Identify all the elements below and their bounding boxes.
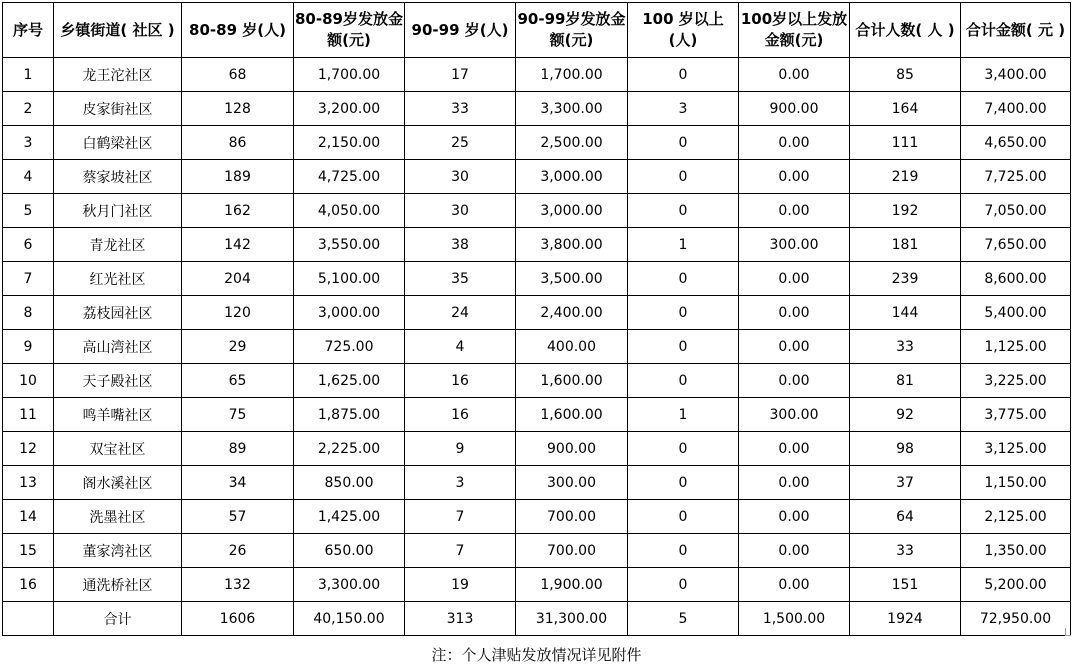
- total-cell-total-amount: 72,950.00: [961, 602, 1071, 636]
- cell-total-amount: 7,650.00: [961, 228, 1071, 262]
- table-row: [3, 364, 1071, 398]
- header-80-89-count: 80-89 岁(人): [182, 3, 294, 58]
- header-row: [3, 3, 1071, 58]
- cell-index: 7: [3, 262, 54, 296]
- cell-100-plus-amount: 0.00: [739, 126, 850, 160]
- header-community: 乡镇街道( 社区 ): [54, 3, 182, 58]
- cell-100-plus-count: 0: [628, 568, 739, 602]
- cell-100-plus-count: 0: [628, 500, 739, 534]
- cell-90-99-amount: 1,600.00: [516, 398, 628, 432]
- cell-community: 蔡家坡社区: [54, 160, 182, 194]
- cell-total-amount: 1,125.00: [961, 330, 1071, 364]
- cell-80-89-amount: 850.00: [294, 466, 405, 500]
- cell-80-89-count: 204: [182, 262, 294, 296]
- cell-80-89-count: 86: [182, 126, 294, 160]
- cell-total-amount: 5,400.00: [961, 296, 1071, 330]
- cell-total-count: 144: [850, 296, 961, 330]
- cell-total-amount: 3,400.00: [961, 58, 1071, 92]
- cell-80-89-amount: 650.00: [294, 534, 405, 568]
- cell-100-plus-amount: 0.00: [739, 534, 850, 568]
- cell-100-plus-amount: 0.00: [739, 432, 850, 466]
- cell-community: 白鹤梁社区: [54, 126, 182, 160]
- cell-100-plus-amount: 0.00: [739, 330, 850, 364]
- total-cell-90-99-amount: 31,300.00: [516, 602, 628, 636]
- cell-80-89-amount: 3,200.00: [294, 92, 405, 126]
- cell-80-89-amount: 2,225.00: [294, 432, 405, 466]
- cell-total-count: 85: [850, 58, 961, 92]
- cell-100-plus-count: 0: [628, 432, 739, 466]
- cell-community: 秋月门社区: [54, 194, 182, 228]
- total-cell-community: 合计: [54, 602, 182, 636]
- header-90-99-count: 90-99 岁(人): [405, 3, 516, 58]
- total-cell-80-89-amount: 40,150.00: [294, 602, 405, 636]
- cell-90-99-amount: 2,400.00: [516, 296, 628, 330]
- cell-90-99-amount: 700.00: [516, 534, 628, 568]
- table-row: [3, 296, 1071, 330]
- cell-index: 13: [3, 466, 54, 500]
- cell-community: 阁水溪社区: [54, 466, 182, 500]
- table-row: [3, 228, 1071, 262]
- total-cell-total-count: 1924: [850, 602, 961, 636]
- cell-index: 4: [3, 160, 54, 194]
- cell-total-count: 111: [850, 126, 961, 160]
- header-80-89-amount: 80-89岁发放金额(元): [294, 3, 405, 58]
- cell-total-count: 192: [850, 194, 961, 228]
- cell-index: 9: [3, 330, 54, 364]
- cell-100-plus-amount: 300.00: [739, 228, 850, 262]
- cell-80-89-count: 142: [182, 228, 294, 262]
- cell-community: 荔枝园社区: [54, 296, 182, 330]
- table-row: [3, 58, 1071, 92]
- cell-90-99-amount: 3,300.00: [516, 92, 628, 126]
- cell-90-99-amount: 900.00: [516, 432, 628, 466]
- cell-80-89-amount: 1,625.00: [294, 364, 405, 398]
- cell-80-89-count: 29: [182, 330, 294, 364]
- cell-community: 龙王沱社区: [54, 58, 182, 92]
- table-row: [3, 568, 1071, 602]
- cell-90-99-amount: 700.00: [516, 500, 628, 534]
- cell-100-plus-count: 0: [628, 126, 739, 160]
- cell-90-99-amount: 3,500.00: [516, 262, 628, 296]
- cell-community: 天子殿社区: [54, 364, 182, 398]
- cell-90-99-count: 7: [405, 534, 516, 568]
- cell-80-89-amount: 5,100.00: [294, 262, 405, 296]
- cell-community: 通洗桥社区: [54, 568, 182, 602]
- cell-total-count: 33: [850, 534, 961, 568]
- cell-total-amount: 3,225.00: [961, 364, 1071, 398]
- cell-index: 10: [3, 364, 54, 398]
- table-row: [3, 398, 1071, 432]
- cell-100-plus-amount: 0.00: [739, 262, 850, 296]
- cell-total-amount: 8,600.00: [961, 262, 1071, 296]
- cell-total-count: 164: [850, 92, 961, 126]
- cell-index: 5: [3, 194, 54, 228]
- cell-100-plus-amount: 300.00: [739, 398, 850, 432]
- cell-90-99-count: 25: [405, 126, 516, 160]
- cell-index: 14: [3, 500, 54, 534]
- total-cell-90-99-count: 313: [405, 602, 516, 636]
- cell-community: 董家湾社区: [54, 534, 182, 568]
- cell-90-99-amount: 1,700.00: [516, 58, 628, 92]
- cell-index: 15: [3, 534, 54, 568]
- total-cell-100-plus-count: 5: [628, 602, 739, 636]
- cell-community: 鸣羊嘴社区: [54, 398, 182, 432]
- cell-100-plus-amount: 0.00: [739, 364, 850, 398]
- total-cell-100-plus-amount: 1,500.00: [739, 602, 850, 636]
- table-body: [3, 58, 1071, 636]
- cell-80-89-count: 34: [182, 466, 294, 500]
- cell-total-count: 64: [850, 500, 961, 534]
- cell-index: 12: [3, 432, 54, 466]
- cell-90-99-count: 17: [405, 58, 516, 92]
- cell-90-99-amount: 3,000.00: [516, 160, 628, 194]
- cell-90-99-count: 33: [405, 92, 516, 126]
- cell-80-89-count: 128: [182, 92, 294, 126]
- table-header: [3, 3, 1071, 58]
- cell-index: 8: [3, 296, 54, 330]
- cell-total-amount: 3,775.00: [961, 398, 1071, 432]
- table-row: [3, 262, 1071, 296]
- cell-80-89-amount: 4,050.00: [294, 194, 405, 228]
- cell-total-count: 151: [850, 568, 961, 602]
- cell-community: 高山湾社区: [54, 330, 182, 364]
- cell-80-89-amount: 725.00: [294, 330, 405, 364]
- cell-80-89-count: 132: [182, 568, 294, 602]
- cell-total-amount: 7,050.00: [961, 194, 1071, 228]
- cell-90-99-count: 38: [405, 228, 516, 262]
- cell-100-plus-count: 3: [628, 92, 739, 126]
- table-row: [3, 92, 1071, 126]
- cell-90-99-amount: 1,900.00: [516, 568, 628, 602]
- cell-80-89-amount: 3,550.00: [294, 228, 405, 262]
- corner-mark: [1065, 628, 1071, 636]
- header-total-count: 合计人数( 人 ): [850, 3, 961, 58]
- cell-90-99-amount: 300.00: [516, 466, 628, 500]
- total-cell-index: [3, 602, 54, 636]
- cell-100-plus-count: 0: [628, 534, 739, 568]
- cell-100-plus-count: 1: [628, 398, 739, 432]
- cell-90-99-count: 7: [405, 500, 516, 534]
- cell-90-99-amount: 3,000.00: [516, 194, 628, 228]
- cell-index: 3: [3, 126, 54, 160]
- cell-80-89-amount: 4,725.00: [294, 160, 405, 194]
- cell-total-count: 239: [850, 262, 961, 296]
- cell-100-plus-count: 0: [628, 58, 739, 92]
- cell-community: 青龙社区: [54, 228, 182, 262]
- cell-80-89-count: 75: [182, 398, 294, 432]
- cell-90-99-count: 35: [405, 262, 516, 296]
- cell-total-amount: 5,200.00: [961, 568, 1071, 602]
- table-row: [3, 432, 1071, 466]
- cell-community: 洗墨社区: [54, 500, 182, 534]
- cell-total-count: 181: [850, 228, 961, 262]
- cell-80-89-count: 89: [182, 432, 294, 466]
- cell-90-99-count: 9: [405, 432, 516, 466]
- table-row: [3, 500, 1071, 534]
- cell-100-plus-count: 0: [628, 262, 739, 296]
- cell-100-plus-count: 0: [628, 330, 739, 364]
- table-row: [3, 194, 1071, 228]
- cell-community: 红光社区: [54, 262, 182, 296]
- cell-index: 11: [3, 398, 54, 432]
- cell-80-89-amount: 2,150.00: [294, 126, 405, 160]
- header-100-plus-amount: 100岁以上发放金额(元): [739, 3, 850, 58]
- cell-100-plus-amount: 0.00: [739, 568, 850, 602]
- cell-index: 2: [3, 92, 54, 126]
- cell-total-amount: 7,400.00: [961, 92, 1071, 126]
- cell-80-89-amount: 3,300.00: [294, 568, 405, 602]
- cell-total-count: 33: [850, 330, 961, 364]
- table-row: [3, 160, 1071, 194]
- cell-90-99-amount: 3,800.00: [516, 228, 628, 262]
- cell-90-99-amount: 400.00: [516, 330, 628, 364]
- cell-80-89-count: 120: [182, 296, 294, 330]
- cell-80-89-amount: 1,425.00: [294, 500, 405, 534]
- cell-80-89-count: 65: [182, 364, 294, 398]
- cell-total-amount: 1,350.00: [961, 534, 1071, 568]
- cell-total-count: 219: [850, 160, 961, 194]
- cell-90-99-count: 16: [405, 398, 516, 432]
- cell-total-amount: 2,125.00: [961, 500, 1071, 534]
- cell-90-99-count: 4: [405, 330, 516, 364]
- cell-80-89-count: 26: [182, 534, 294, 568]
- cell-100-plus-amount: 0.00: [739, 500, 850, 534]
- table-row: [3, 466, 1071, 500]
- cell-total-amount: 4,650.00: [961, 126, 1071, 160]
- cell-100-plus-count: 0: [628, 364, 739, 398]
- table-row: [3, 330, 1071, 364]
- subsidy-table: [2, 2, 1071, 636]
- cell-100-plus-amount: 0.00: [739, 194, 850, 228]
- total-row: [3, 602, 1071, 636]
- cell-90-99-amount: 1,600.00: [516, 364, 628, 398]
- cell-100-plus-amount: 0.00: [739, 296, 850, 330]
- header-90-99-amount: 90-99岁发放金额(元): [516, 3, 628, 58]
- cell-100-plus-amount: 900.00: [739, 92, 850, 126]
- header-total-amount: 合计金额( 元 ): [961, 3, 1071, 58]
- cell-total-count: 81: [850, 364, 961, 398]
- cell-100-plus-amount: 0.00: [739, 160, 850, 194]
- total-cell-80-89-count: 1606: [182, 602, 294, 636]
- table-row: [3, 534, 1071, 568]
- cell-80-89-amount: 3,000.00: [294, 296, 405, 330]
- cell-total-count: 92: [850, 398, 961, 432]
- cell-90-99-count: 30: [405, 160, 516, 194]
- cell-80-89-count: 162: [182, 194, 294, 228]
- cell-100-plus-count: 0: [628, 296, 739, 330]
- footnote: 注：个人津贴发放情况详见附件: [431, 646, 642, 664]
- cell-index: 6: [3, 228, 54, 262]
- cell-total-amount: 3,125.00: [961, 432, 1071, 466]
- cell-total-count: 98: [850, 432, 961, 466]
- header-index: 序号: [3, 3, 54, 58]
- cell-community: 皮家街社区: [54, 92, 182, 126]
- header-100-plus-count: 100 岁以上(人): [628, 3, 739, 58]
- cell-100-plus-count: 1: [628, 228, 739, 262]
- cell-90-99-count: 24: [405, 296, 516, 330]
- cell-90-99-amount: 2,500.00: [516, 126, 628, 160]
- cell-total-amount: 1,150.00: [961, 466, 1071, 500]
- cell-90-99-count: 19: [405, 568, 516, 602]
- cell-90-99-count: 30: [405, 194, 516, 228]
- cell-80-89-count: 189: [182, 160, 294, 194]
- cell-total-count: 37: [850, 466, 961, 500]
- cell-80-89-amount: 1,875.00: [294, 398, 405, 432]
- table-row: [3, 126, 1071, 160]
- cell-80-89-amount: 1,700.00: [294, 58, 405, 92]
- cell-index: 1: [3, 58, 54, 92]
- cell-100-plus-amount: 0.00: [739, 466, 850, 500]
- cell-community: 双宝社区: [54, 432, 182, 466]
- cell-total-amount: 7,725.00: [961, 160, 1071, 194]
- cell-80-89-count: 57: [182, 500, 294, 534]
- cell-100-plus-count: 0: [628, 466, 739, 500]
- cell-100-plus-amount: 0.00: [739, 58, 850, 92]
- cell-80-89-count: 68: [182, 58, 294, 92]
- cell-100-plus-count: 0: [628, 194, 739, 228]
- cell-90-99-count: 3: [405, 466, 516, 500]
- cell-90-99-count: 16: [405, 364, 516, 398]
- cell-100-plus-count: 0: [628, 160, 739, 194]
- cell-index: 16: [3, 568, 54, 602]
